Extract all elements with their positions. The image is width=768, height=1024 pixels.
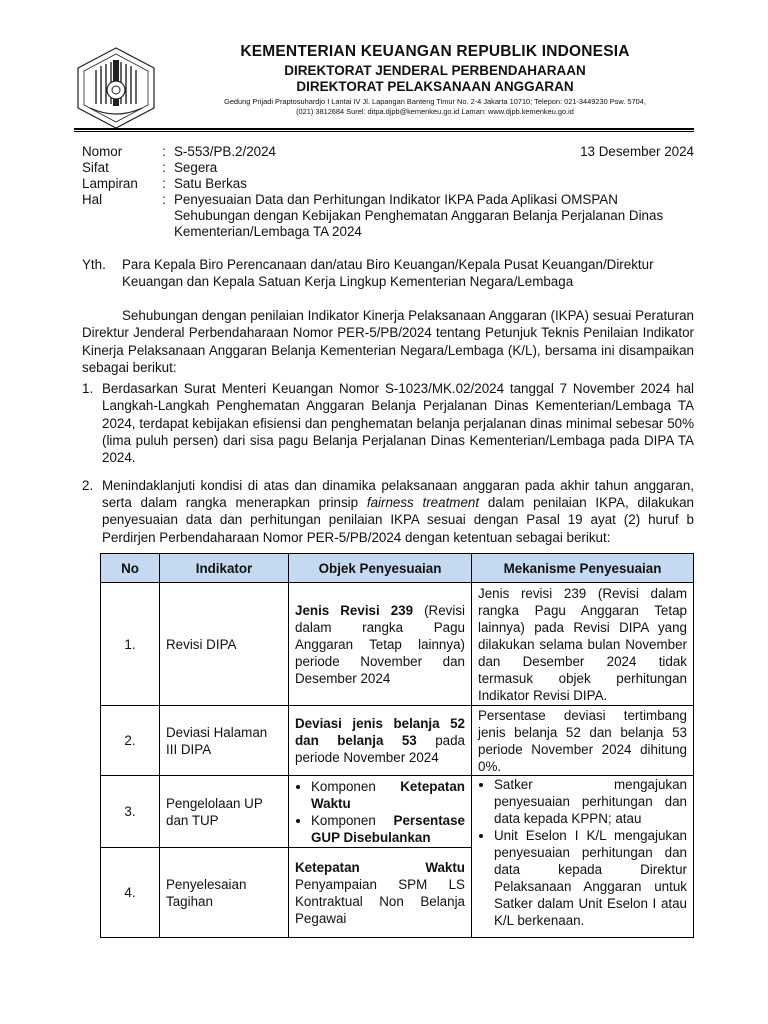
- mekanisme-bullet: • Satker mengajukan penyesuaian perhitungan dan data kepada KPPN; atau: [494, 776, 687, 827]
- objek-bullet: • Komponen Ketepatan Waktu: [311, 778, 465, 812]
- nomor-value: S-553/PB.2/2024: [174, 144, 276, 159]
- item-text: Berdasarkan Surat Menteri Keuangan Nomor S-1023/MK.02/2024 tanggal 7 November 2024 hal Langkah-Langkah Penghematan Anggaran Belanja Perjalanan Dinas Kementerian/Lembaga TA 2024, terdapat kebijakan efisiensi dan penghematan belanja perjalanan dinas minimal sebesar 50% (lima puluh persen) dari sisa pagu Belanja Perjalanan Dinas Kementerian/Lembaga pada DIPA TA 2024.: [102, 381, 694, 466]
- colon: :: [162, 176, 166, 191]
- cell-objek: Deviasi jenis belanja 52 dan belanja 53 pada periode November 2024: [289, 706, 472, 776]
- cell-indikator: Revisi DIPA: [160, 583, 289, 706]
- address-line-1: Gedung Prijadi Praptosuhardjo I Lantai IV Jl. Lapangan Banteng Timur No. 2-4 Jakarta 10710; Telepon: 021-3449230 Psw. 5704,: [224, 97, 646, 106]
- directorate-name: DIREKTORAT PELAKSANAAN ANGGARAN: [296, 79, 574, 94]
- table-row: [101, 776, 694, 848]
- header-indikator: Indikator: [160, 554, 289, 583]
- ikpa-adjustment-table: [100, 553, 694, 938]
- colon: :: [162, 160, 166, 175]
- cell-indikator: Deviasi Halaman III DIPA: [160, 706, 289, 776]
- objek-bullet: • Komponen Persentase GUP Disebulankan: [311, 812, 465, 846]
- directorate-general-name: DIREKTORAT JENDERAL PERBENDAHARAAN: [284, 63, 586, 78]
- letterhead: [150, 42, 720, 117]
- cell-objek: [289, 776, 472, 848]
- sifat-label: Sifat: [82, 160, 109, 175]
- cell-no: 4.: [101, 848, 160, 938]
- kemenkeu-emblem-icon: [74, 46, 158, 130]
- table-row: [101, 706, 694, 776]
- cell-objek: Ketepatan Waktu Penyampaian SPM LS Kontraktual Non Belanja Pegawai: [289, 848, 472, 938]
- header-no: No: [101, 554, 160, 583]
- item-text: Menindaklanjuti kondisi di atas dan dinamika pelaksanaan anggaran pada akhir tahun anggaran, serta dalam rangka menerapkan prinsip fairness treatment dalam penilaian IKPA, dilakukan penyesuaian data dan perhitungan penilaian IKPA sesuai dengan Pasal 19 ayat (2) huruf b Perdirjen Perbendaharaan Nomor PER-5/PB/2024 dengan ketentuan sebagai berikut:: [102, 477, 695, 545]
- cell-indikator: Pengelolaan UP dan TUP: [160, 776, 289, 848]
- colon: :: [162, 144, 166, 159]
- hal-row: [82, 192, 694, 240]
- colon: :: [162, 192, 166, 207]
- cell-mekanisme: Persentase deviasi tertimbang jenis belanja 52 dan belanja 53 periode November 2024 dihitung 0%.: [472, 706, 694, 776]
- cell-indikator: Penyelesaian Tagihan: [160, 848, 289, 938]
- table-row: [101, 583, 694, 706]
- mekanisme-bullet: • Unit Eselon I K/L mengajukan penyesuaian perhitungan dan data kepada Direktur Pelaksanaan Anggaran untuk Satker dalam Unit Eselon I atau K/L berkenaan.: [494, 827, 687, 929]
- hal-label: Hal: [82, 192, 103, 207]
- recipient-text: Para Kepala Biro Perencanaan dan/atau Biro Keuangan/Kepala Pusat Keuangan/Direktur Keuangan dan Kepala Satuan Kerja Lingkup Kementerian Negara/Lembaga: [122, 257, 654, 289]
- ministry-name: KEMENTERIAN KEUANGAN REPUBLIK INDONESIA: [240, 43, 630, 60]
- table-header-row: [101, 554, 694, 583]
- recipient-label: Yth.: [82, 257, 106, 272]
- letter-date: 13 Desember 2024: [580, 144, 694, 159]
- sifat-value: Segera: [174, 160, 218, 175]
- letterhead-rule: [74, 128, 694, 130]
- letter-body: [82, 307, 694, 546]
- item-number: 1.: [82, 381, 94, 397]
- fairness-term: fairness treatment: [366, 494, 480, 510]
- sifat-row: [82, 160, 694, 176]
- cell-mekanisme: Jenis revisi 239 (Revisi dalam rangka Pagu Anggaran Tetap lainnya) pada Revisi DIPA yang dilakukan selama bulan November dan Desember 2024 tidak termasuk objek perhitungan Indikator Revisi DIPA.: [472, 583, 694, 706]
- header-objek: Objek Penyesuaian: [289, 554, 472, 583]
- cell-no: 3.: [101, 776, 160, 848]
- cell-mekanisme: [472, 776, 694, 938]
- lampiran-row: [82, 176, 694, 192]
- list-item: [82, 477, 694, 546]
- letter-meta: [82, 144, 694, 240]
- cell-no: 2.: [101, 706, 160, 776]
- hal-value: Penyesuaian Data dan Perhitungan Indikator IKPA Pada Aplikasi OMSPAN Sehubungan dengan Kebijakan Penghematan Anggaran Belanja Perjalanan Dinas Kementerian/Lembaga TA 2024: [174, 192, 664, 239]
- item-number: 2.: [82, 477, 94, 493]
- intro-paragraph: Sehubungan dengan penilaian Indikator Kinerja Pelaksanaan Anggaran (IKPA) sesuai Peraturan Direktur Jenderal Perbendaharaan Nomor PER-5/PB/2024 tentang Petunjuk Teknis Penilaian Indikator Kinerja Pelaksanaan Anggaran Belanja Kementerian Negara/Lembaga (K/L), bersama ini disampaikan sebagai berikut:: [82, 308, 694, 375]
- list-item: [82, 380, 694, 466]
- lampiran-label: Lampiran: [82, 176, 138, 191]
- letterhead-rule-thin: [74, 131, 694, 132]
- nomor-label: Nomor: [82, 144, 123, 159]
- cell-no: 1.: [101, 583, 160, 706]
- recipient: [82, 256, 694, 290]
- cell-objek: Jenis Revisi 239 (Revisi dalam rangka Pagu Anggaran Tetap lainnya) periode November dan Desember 2024: [289, 583, 472, 706]
- address-line-2: (021) 3812684 Surel: ditpa.djpb@kemenkeu.go.id Laman: www.djpb.kemenkeu.go.id: [296, 107, 574, 116]
- header-mekanisme: Mekanisme Penyesuaian: [472, 554, 694, 583]
- lampiran-value: Satu Berkas: [174, 176, 247, 191]
